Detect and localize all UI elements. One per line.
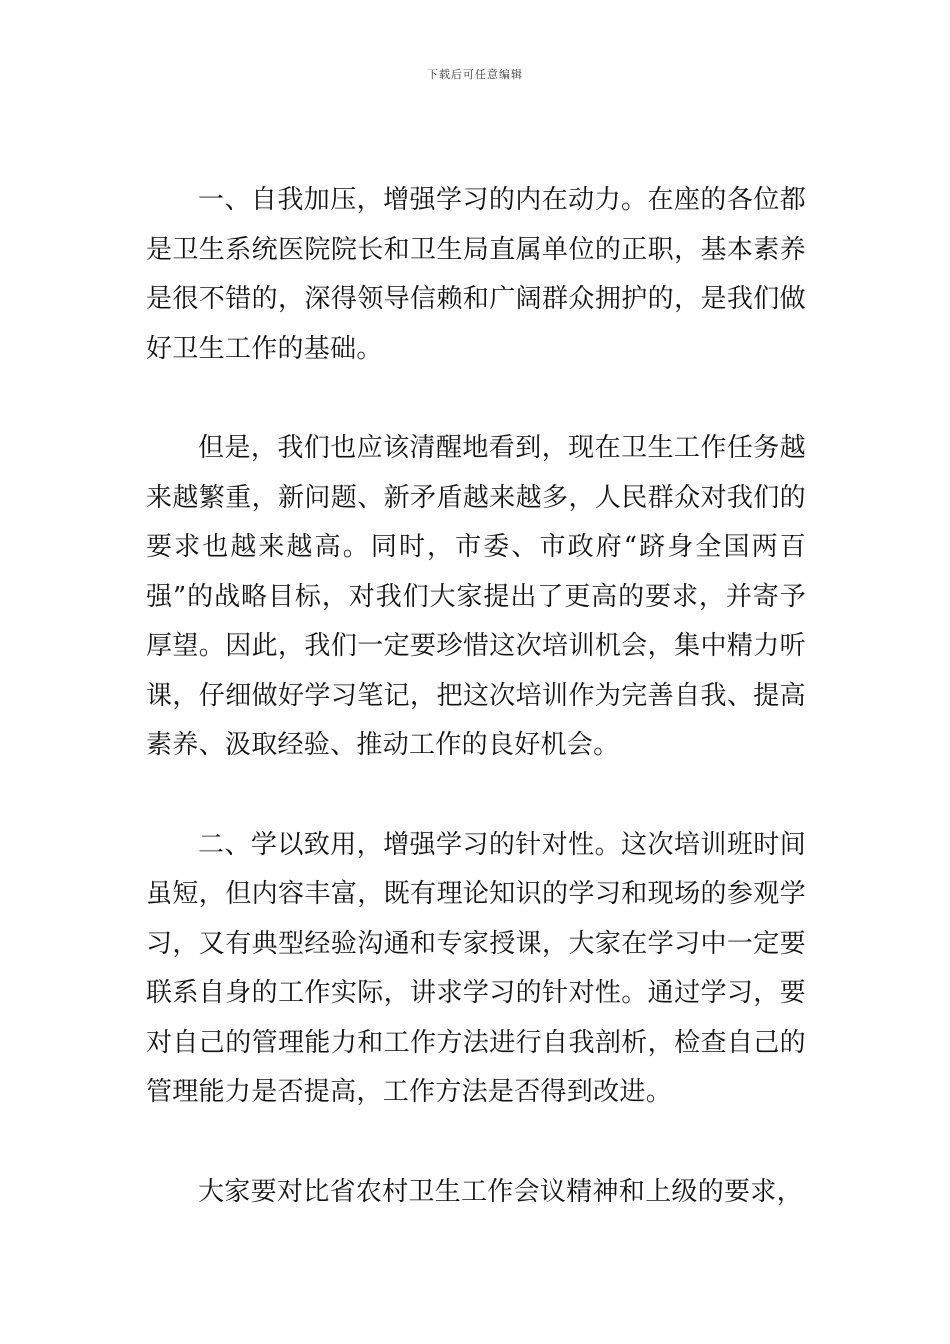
header-note: 下载后可任意编辑 — [427, 68, 523, 81]
paragraph-1: 一、自我加压，增强学习的内在动力。在座的各位都是卫生系统医院院长和卫生局直属单位的正职，基本素养是很不错的，深得领导信赖和广阔群众拥护的，是我们做好卫生工作的基础。 — [146, 185, 806, 364]
paragraph-4: 大家要对比省农村卫生工作会议精神和上级的要求， — [198, 1176, 803, 1207]
paragraph-3: 二、学以致用，增强学习的针对性。这次培训班时间虽短，但内容丰富，既有理论知识的学习和现场的参观学习，又有典型经验沟通和专家授课，大家在学习中一定要联系自身的工作实际，讲求学习的针对性。通过学习，要对自己的管理能力和工作方法进行自我剖析，检查自己的管理能力是否提高，工作方法是否得到改进。 — [146, 829, 806, 1107]
document-body — [146, 176, 806, 1217]
paragraph-2: 但是，我们也应该清醒地看到，现在卫生工作任务越来越繁重，新问题、新矛盾越来越多，人民群众对我们的要求也越来越高。同时，市委、市政府“跻身全国两百强”的战略目标，对我们大家提出了更高的要求，并寄予厚望。因此，我们一定要珍惜这次培训机会，集中精力听课，仔细做好学习笔记，把这次培训作为完善自我、提高素养、汲取经验、推动工作的良好机会。 — [146, 433, 806, 760]
